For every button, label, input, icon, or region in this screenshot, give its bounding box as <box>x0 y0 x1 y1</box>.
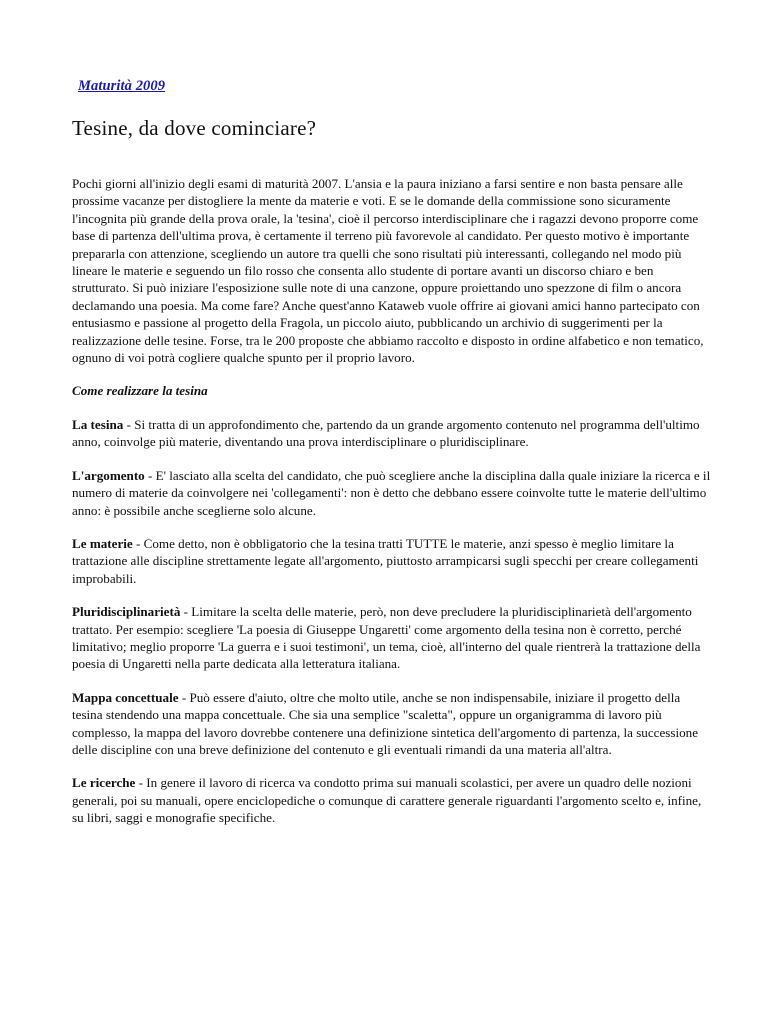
paragraph-ricerche <box>72 774 712 826</box>
paragraph-argomento <box>72 467 712 519</box>
term-label: La tesina <box>72 416 124 432</box>
term-label: Pluridisciplinarietà <box>72 604 181 620</box>
term-definition: - Si tratta di un approfondimento che, partendo da un grande argomento contenuto nel programma dell'ultimo anno, coinvolge più materie, diventando una prova interdisciplinare o pluridisciplinare. <box>72 416 700 450</box>
term-label: Mappa concettuale <box>72 689 179 705</box>
section-link-maturita[interactable]: Maturità 2009 <box>78 78 166 94</box>
page-title: Tesine, da dove cominciare? <box>72 116 317 140</box>
term-label: Le materie <box>72 535 133 551</box>
term-definition: - E' lasciato alla scelta del candidato, che può scegliere anche la disciplina dalla quale iniziare la ricerca e il numero di materie da coinvolgere nei 'collegamenti': non è detto che debbano essere coinvolte tutte le materie dell'ultimo anno: è possibile anche sceglierne solo alcune. <box>72 467 711 518</box>
paragraph-materie <box>72 535 712 587</box>
paragraph-tesina <box>72 416 712 451</box>
term-definition: - Limitare la scelta delle materie, però, non deve precludere la pluridisciplinarietà dell'argomento trattato. Per esempio: scegliere 'La poesia di Giuseppe Ungaretti' come argomento della tesina non è corretto, perché limitativo; meglio proporre 'La guerra e i suoi testimoni', un tema, cioè, all'interno del quale rientrerà la trattazione della poesia di Ungaretti nella parte dedicata alla letteratura italiana. <box>72 604 701 672</box>
paragraph-pluridisciplinarieta <box>72 603 712 673</box>
paragraph-mappa-concettuale <box>72 689 712 759</box>
term-label: Le ricerche <box>72 775 136 791</box>
term-definition: - Come detto, non è obbligatorio che la tesina tratti TUTTE le materie, anzi spesso è meglio limitare la trattazione alle discipline strettamente legate all'argomento, piuttosto arrampicarsi sugli specchi per creare collegamenti improbabili. <box>72 535 699 586</box>
term-definition: - In genere il lavoro di ricerca va condotto prima sui manuali scolastici, per avere un quadro delle nozioni generali, poi su manuali, opere enciclopediche o comunque di carattere generale riguardanti l'argomento scelto e, infine, su libri, saggi e monografie specifiche. <box>72 775 702 826</box>
intro-paragraph: Pochi giorni all'inizio degli esami di maturità 2007. L'ansia e la paura iniziano a farsi sentire e non basta pensare alle prossime vacanze per distogliere la mente da materie e voti. E se le domande della commissione sono sicuramente l'incognita più grande della prova orale, la 'tesina', cioè il percorso interdisciplinare che i ragazzi devono proporre come base di partenza dell'ultima prova, è certamente il terreno più favorevole al candidato. Per questo motivo è importante prepararla con attenzione, scegliendo un autore tra quelli che sono risultati più interessanti, collegando nel modo più lineare le materie e seguendo un filo rosso che consenta allo studente di portare avanti un discorso chiaro e ben strutturato. Si può iniziare l'esposizione sulle note di una canzone, oppure proiettando uno spezzone di film o ancora declamando una poesia. Ma come fare? Anche quest'anno Kataweb vuole offrire ai giovani amici hanno partecipato con entusiasmo e passione al progetto della Fragola, un piccolo aiuto, pubblicando un archivio di suggerimenti per la realizzazione delle tesine. Forse, tra le 200 proposte che abbiamo raccolto e disposto in ordine alfabetico e non tematico, ognuno di voi potrà cogliere qualche spunto per il proprio lavoro. <box>72 176 704 366</box>
section-heading: Come realizzare la tesina <box>72 383 208 399</box>
term-label: L'argomento <box>72 467 145 483</box>
article-body <box>72 175 712 843</box>
term-definition: - Può essere d'aiuto, oltre che molto utile, anche se non indispensabile, iniziare il progetto della tesina stendendo una mappa concettuale. Che sia una semplice "scaletta", oppure un organigramma di lavoro più complesso, la mappa del lavoro dovrebbe contenere una definizione sintetica dell'argomento di partenza, la successione delle discipline con una breve definizione del contenuto e gli eventuali rimandi da una materia all'altra. <box>72 689 699 757</box>
